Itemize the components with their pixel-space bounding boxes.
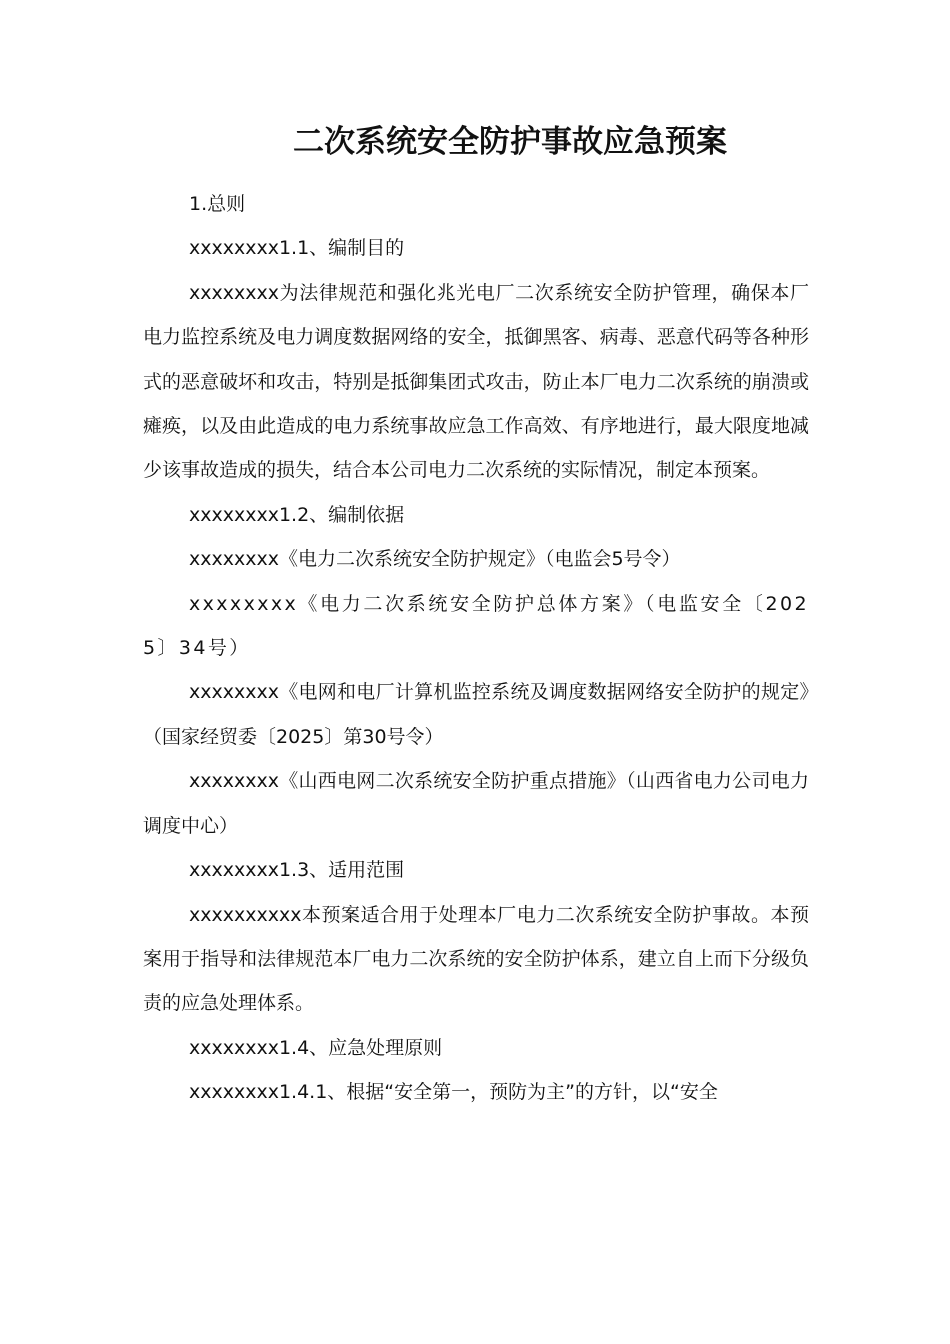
paragraph-scope: xxxxxxxxxx本预案适合用于处理本厂电力二次系统安全防护事故。本预案用于指导和法律规范本厂电力二次系统的安全防护体系，建立自上而下分级负责的应急处理体系。 xyxy=(143,903,809,1015)
reference-item: xxxxxxxx《山西电网二次系统安全防护重点措施》（山西省电力公司电力调度中心） xyxy=(143,770,809,837)
document-title: 二次系统安全防护事故应急预案 xyxy=(293,124,727,160)
section-heading-scope: xxxxxxxx1.3、适用范围 xyxy=(189,859,405,882)
section-heading-principles: xxxxxxxx1.4、应急处理原则 xyxy=(189,1036,443,1059)
document-body xyxy=(143,182,809,1115)
section-heading-basis: xxxxxxxx1.2、编制依据 xyxy=(189,503,405,526)
section-heading-purpose: xxxxxxxx1.1、编制目的 xyxy=(189,237,405,260)
reference-item: xxxxxxxx《电网和电厂计算机监控系统及调度数据网络安全防护的规定》（国家经贸委〔2025〕第30号令） xyxy=(143,681,809,748)
reference-item: xxxxxxxx《电力二次系统安全防护总体方案》（电监安全〔2025〕34号） xyxy=(143,592,809,660)
section-heading-general: 1.总则 xyxy=(189,193,246,215)
paragraph-purpose: xxxxxxxx为法律规范和强化兆光电厂二次系统安全防护管理，确保本厂电力监控系统及电力调度数据网络的安全，抵御黑客、病毒、恶意代码等各种形式的恶意破坏和攻击，特别是抵御集团式攻击，防止本厂电力二次系统的崩溃或瘫痪，以及由此造成的电力系统事故应急工作高效、有序地进行，最大限度地减少该事故造成的损失，结合本公司电力二次系统的实际情况，制定本预案。 xyxy=(143,281,809,482)
paragraph-principle-1: xxxxxxxx1.4.1、根据“安全第一，预防为主”的方针，以“安全 xyxy=(189,1081,718,1104)
reference-item: xxxxxxxx《电力二次系统安全防护规定》（电监会5号令） xyxy=(189,548,681,571)
